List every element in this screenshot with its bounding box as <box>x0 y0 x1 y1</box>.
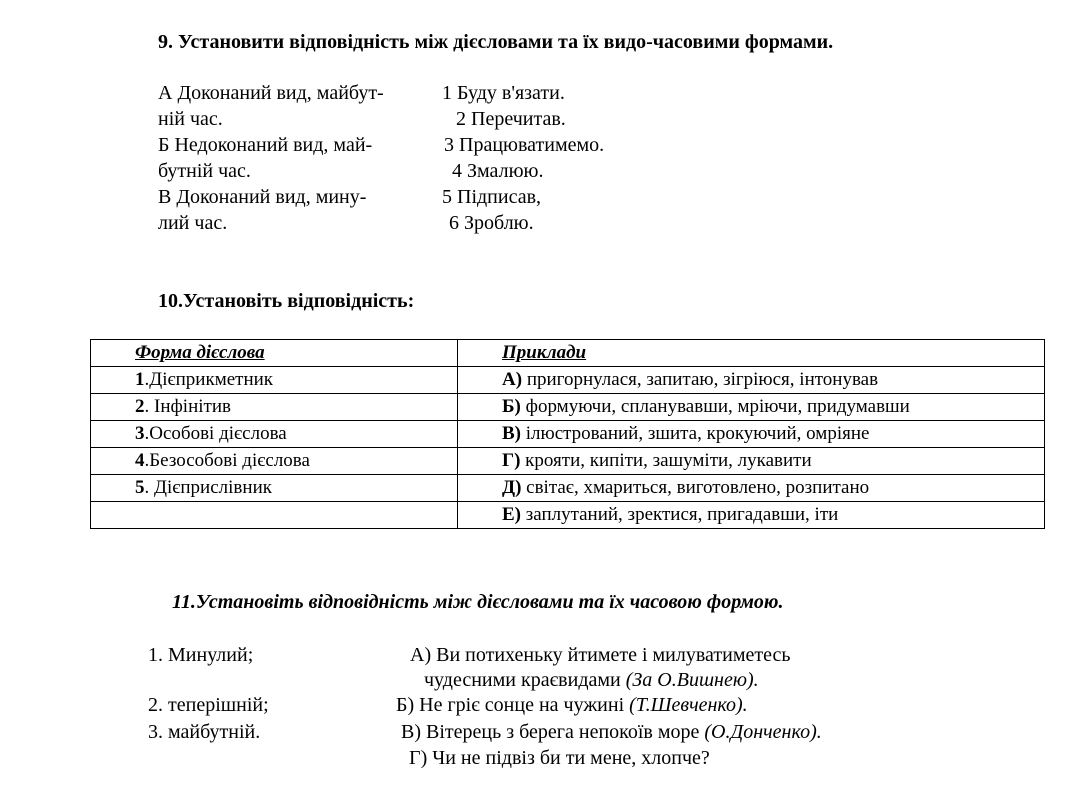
q9-title: 9. Установити відповідність між дієсловами та їх видо-часовими формами. <box>158 31 834 53</box>
header-form: Форма дієслова <box>91 340 458 367</box>
q9-left-line-4: бутній час. <box>158 160 251 182</box>
q9-option-4: 4 Змалюю. <box>452 160 544 182</box>
examples-cell: В) ілюстрований, зшита, крокуючий, омріяне <box>458 421 1045 448</box>
table-row <box>91 421 1045 448</box>
q11-left-3: 3. майбутній. <box>148 721 261 743</box>
q11-option-b: Б) Не гріє сонце на чужині (Т.Шевченко). <box>396 694 748 716</box>
form-cell: 1.Дієприкметник <box>91 367 458 394</box>
q11-option-d: Г) Чи не підвіз би ти мене, хлопче? <box>409 747 710 769</box>
q9-option-1: 1 Буду в'язати. <box>442 82 565 104</box>
form-cell: 4.Безособові дієслова <box>91 448 458 475</box>
q11-option-c: В) Вітерець з берега непокоїв море (О.Донченко). <box>401 721 822 743</box>
q11-option-a-source: (За О.Вишнею). <box>625 669 759 691</box>
q9-left-line-5: В Доконаний вид, мину- <box>158 186 367 208</box>
q9-left-line-3: Б Недоконаний вид, май- <box>158 134 373 156</box>
form-cell: 3.Особові дієслова <box>91 421 458 448</box>
table-row <box>91 502 1045 529</box>
examples-cell: Б) формуючи, спланувавши, мріючи, придумавши <box>458 394 1045 421</box>
table-row <box>91 367 1045 394</box>
q11-left-1: 1. Минулий; <box>148 644 254 666</box>
table-row <box>91 448 1045 475</box>
examples-cell: Г) крояти, кипіти, зашуміти, лукавити <box>458 448 1045 475</box>
q9-option-2: 2 Перечитав. <box>456 108 566 130</box>
q9-option-3: 3 Працюватимемо. <box>444 134 605 156</box>
q11-option-c-source: (О.Донченко). <box>704 721 822 743</box>
q10-table <box>90 339 1045 529</box>
form-cell: 5. Дієприслівник <box>91 475 458 502</box>
table-row <box>91 394 1045 421</box>
examples-cell: Е) заплутаний, зректися, пригадавши, іти <box>458 502 1045 529</box>
examples-cell: А) пригорнулася, запитаю, зігріюся, інтонував <box>458 367 1045 394</box>
table-header-row <box>91 340 1045 367</box>
q9-left-line-6: лий час. <box>158 212 228 234</box>
examples-cell: Д) світає, хмариться, виготовлено, розпитано <box>458 475 1045 502</box>
q11-option-b-source: (Т.Шевченко). <box>629 694 748 716</box>
table-row <box>91 475 1045 502</box>
q10-title: 10.Установіть відповідність: <box>158 290 415 312</box>
q11-option-a-line-1: А) Ви потихеньку йтимете і милуватиметесь <box>410 644 791 666</box>
q11-title: 11.Установіть відповідність між дієсловами та їх часовою формою. <box>172 591 784 613</box>
header-examples: Приклади <box>458 340 1045 367</box>
q9-option-5: 5 Підписав, <box>442 186 542 208</box>
form-cell: 2. Інфінітив <box>91 394 458 421</box>
q9-option-6: 6 Зроблю. <box>449 212 534 234</box>
q11-option-a-line-2: чудесними краєвидами (За О.Вишнею). <box>424 669 759 691</box>
q9-left-line-1: А Доконаний вид, майбут- <box>158 82 384 104</box>
q11-left-2: 2. теперішній; <box>148 694 269 716</box>
q9-left-line-2: ній час. <box>158 108 223 130</box>
form-cell-empty <box>91 502 458 529</box>
